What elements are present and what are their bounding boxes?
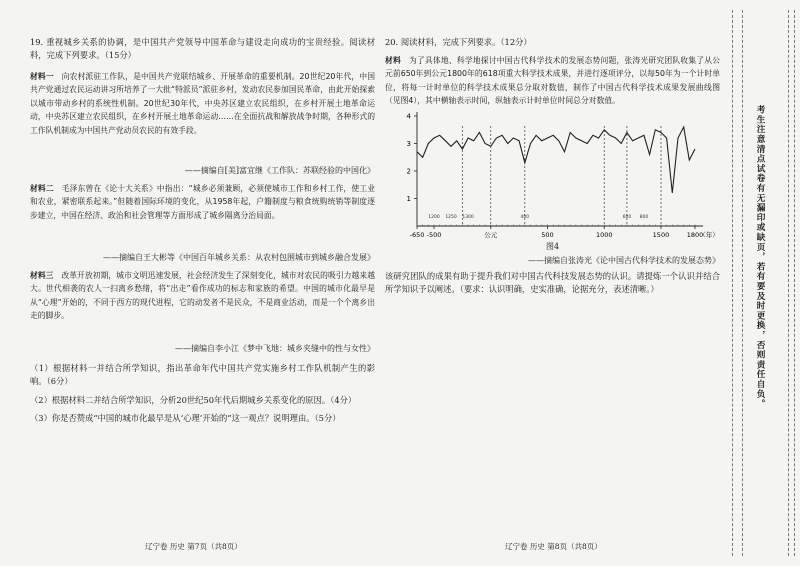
q19-m2-label: 材料二 — [30, 184, 54, 193]
axis-annotation: 400 — [520, 215, 530, 220]
q20-m-text: 为了具体地、科学地探讨中国古代科学技术的发展态势问题，张涛光研究团队收集了从公元前650年到公元1800年的618项重大科学技术成果，并进行逐项评分，以每50年为一个计时单位，将每一计时单位的科学技术成果总分取对数值，制作了中国古代科学技术成果发展曲线图（见图4），其中横轴表示时间，纵轴表示计时单位时间总分对数值。 — [385, 56, 721, 106]
q19-sub-1: （1）根据材料一并结合所学知识，指出革命年代中国共产党实施乡村工作队机制产生的影响。（6分） — [30, 363, 375, 387]
q20-task: 该研究团队的成果有助于提升我们对中国古代科技发展态势的认识。请提炼一个认识并结合所学知识予以阐述。（要求：认识明确，史实准确，论据充分，表述清晰。） — [385, 271, 720, 295]
cut-line — [732, 10, 733, 556]
science-tech-chart — [395, 108, 720, 243]
q19-m3-text: 改革开放初期，城市文明迅速发展，社会经济发生了深刻变化，城市对农民的吸引力越来越大。世代相袭的农人一扫离乡愁绪，将“出走”看作成功的标志和家族的希望。中国的城市化最早是从“心理”开始的，不同于西方的现代进程，它的动发者不是民众，不是商业活动，而是一个个离乡出走的脚步。 — [30, 271, 376, 321]
axis-annotation: 1250 — [445, 215, 457, 220]
q19-m2-text: 毛泽东曾在《论十大关系》中指出：“城乡必须兼顾，必须使城市工作和乡村工作，使工业和农业，紧密联系起来。”但随着国际环境的变化，从1958年起，户籍制度与粮食统购统销等制度逐步建立，中国在经济、政治和社会管理等方面形成了城乡隔离分治局面。 — [30, 184, 376, 220]
q20-material — [385, 54, 720, 108]
x-tick-label: 1000 — [595, 231, 613, 239]
cut-line — [794, 10, 795, 556]
figure-caption: 图4 — [545, 242, 560, 251]
x-tick-label: 1800 — [686, 231, 704, 239]
page-8-footer: 辽宁卷 历史 第8页（共8页） — [505, 542, 602, 551]
q19-m3-label: 材料三 — [30, 271, 54, 280]
axis-annotation: 600 — [622, 215, 632, 220]
y-tick-label: 4 — [406, 112, 411, 121]
q19-material-2 — [30, 182, 375, 222]
q20-m-label: 材料 — [385, 56, 401, 65]
axis-annotation: 1200 — [428, 215, 440, 220]
q19-m1-text: 向农村派驻工作队，是中国共产党联结城乡、开展革命的重要机制。20世纪20年代，中国共产党通过农民运动讲习所培养了一大批“特派员”派驻乡村，发动农民参加国民革命，由此开始探索以城市带动乡村的系统性机制。20世纪30年代，中央苏区建立农民组织，在乡村开展土地革命运动，中央苏区建立农民组织，在乡村开展土地革命运动……在全面抗战和解放战争时期，各种形式的工作队机制成为中国共产党动员农民的有效手段。 — [30, 72, 376, 135]
q19-intro: 19. 重视城乡关系的协调，是中国共产党领导中国革命与建设走向成功的宝贵经验。阅读材料，完成下列要求。（15分） — [30, 37, 375, 61]
q19-material-3 — [30, 269, 375, 323]
q19-sub-3: （3）你是否赞成“中国的城市化最早是从‘心理’开始的”这一观点？说明理由。（5分） — [30, 413, 341, 423]
axis-annotation: 1300 — [462, 215, 474, 220]
q19-m1-source: ——摘编自[美]富宜继《工作队：苏联经验的中国化》 — [184, 166, 375, 175]
x-tick-label: 500 — [541, 231, 554, 239]
x-tick-label: 公元 — [484, 231, 498, 239]
cut-line — [742, 10, 743, 556]
y-tick-label: 1 — [406, 195, 411, 203]
x-tick-label: -500 — [426, 231, 442, 239]
q19-m2-source: ——摘编自王大彬等《中国百年城乡关系：从农村包围城市到城乡融合发展》 — [103, 253, 375, 262]
axis-annotation: 800 — [639, 215, 649, 220]
q20-source: ——摘编自张涛光《论中国古代科学技术的发展态势》 — [528, 256, 720, 265]
q19-m3-source: ——摘编自李小江《梦中飞地：城乡夹缝中的性与女性》 — [175, 344, 375, 353]
series-line — [417, 127, 695, 193]
y-tick-label: 3 — [406, 140, 411, 148]
exam-notice: 考生注意清点试卷有无漏印或缺页，若有要及时更换，否则责任自负。 — [755, 105, 765, 409]
q19-sub-2: （2）根据材料二并结合所学知识，分析20世纪50年代后期城乡关系变化的原因。（4分） — [30, 395, 357, 405]
x-tick-label: 1500 — [652, 231, 670, 239]
page-7-footer: 辽宁卷 历史 第7页（共8页） — [145, 542, 242, 551]
x-axis-label: （年） — [699, 231, 719, 239]
x-tick-label: -650 — [409, 231, 425, 239]
y-tick-label: 2 — [406, 167, 411, 176]
q19-material-1 — [30, 70, 375, 137]
q19-m1-label: 材料一 — [30, 72, 54, 81]
q20-intro: 20. 阅读材料，完成下列要求。（12分） — [385, 37, 532, 47]
cut-line — [788, 10, 789, 556]
